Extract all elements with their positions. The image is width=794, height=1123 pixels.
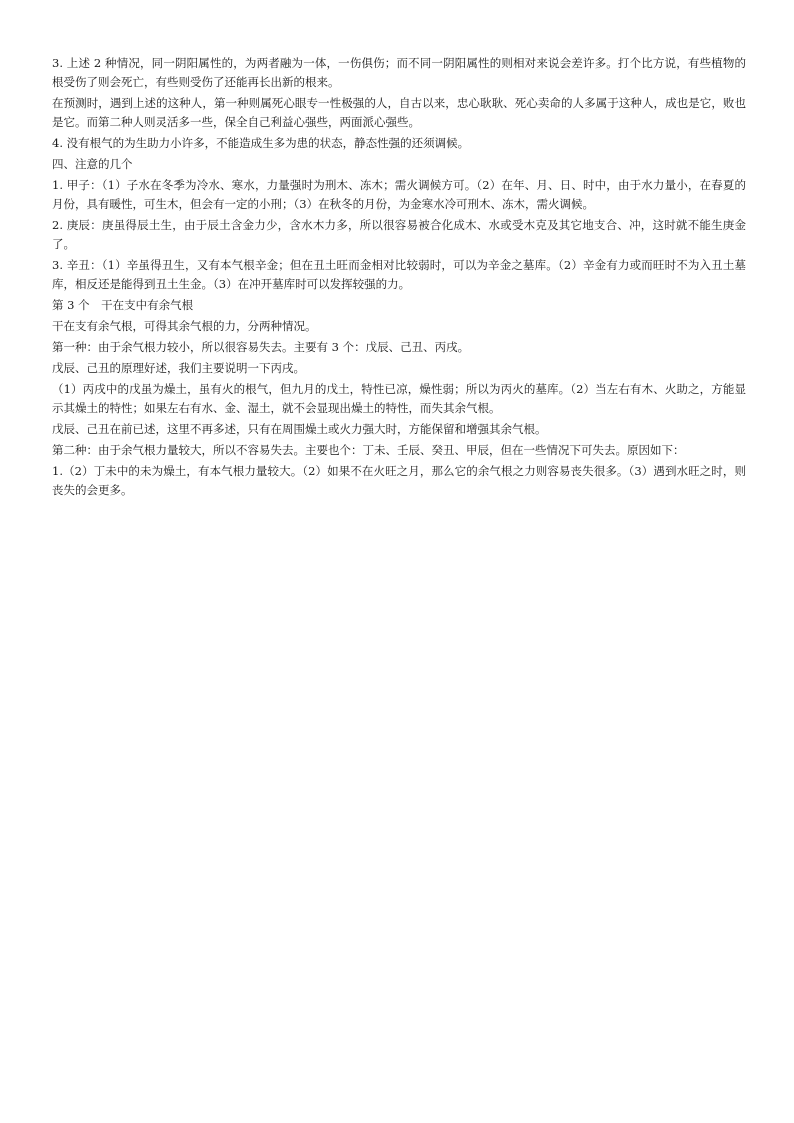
document-page [52, 54, 746, 502]
paragraph-13: 戊辰、己丑在前已述，这里不再多述，只有在周围燥土或火力强大时，方能保留和增强其余气根。 [52, 422, 547, 436]
paragraph-3: 4. 没有根气的为生助力小许多，不能造成生多为患的状态，静态性强的还须调候。 [52, 136, 470, 150]
paragraph-10: 第一种：由于余气根力较小，所以很容易失去。主要有 3 个：戊辰、己丑、丙戌。 [52, 340, 470, 354]
section-heading-3: 第 3 个 干在支中有余气根 [52, 298, 194, 312]
paragraph-2: 在预测时，遇到上述的这种人，第一种则属死心眼专一性极强的人，自古以来，忠心耿耿、死心卖命的人多属于这种人，成也是它，败也是它。而第二种人则灵活多一些，保全自己利益心强些，两面派心强些。 [52, 96, 746, 129]
paragraph-1: 3. 上述 2 种情况，同一阴阳属性的，为两者融为一体，一伤俱伤；而不同一阴阳属性的则相对来说会差许多。打个比方说，有些植物的根受伤了则会死亡，有些则受伤了还能再长出新的根来。 [52, 56, 746, 89]
paragraph-9: 干在支有余气根，可得其余气根的力，分两种情况。 [52, 319, 317, 333]
paragraph-15: 1.（2）丁未中的未为燥土，有本气根力量较大。（2）如果不在火旺之月，那么它的余气根之力则容易丧失很多。（3）遇到水旺之时，则丧失的会更多。 [52, 464, 746, 497]
section-heading-4: 四、注意的几个 [52, 157, 133, 171]
paragraph-7: 3. 辛丑：（1）辛虽得丑生，又有本气根辛金；但在丑土旺而金相对比较弱时，可以为辛金之墓库。（2）辛金有力或而旺时不为入丑土墓库，相反还是能得到丑土生金。（3）在冲开墓库时可以发挥较强的力。 [52, 258, 746, 291]
paragraph-14: 第二种：由于余气根力量较大，所以不容易失去。主要也个：丁未、壬辰、癸丑、甲辰，但在一些情况下可失去。原因如下： [52, 443, 685, 457]
paragraph-6: 2. 庚辰：庚虽得辰土生，由于辰土含金力少，含水木力多，所以很容易被合化成木、水或受木克及其它地支合、冲，这时就不能生庚金了。 [52, 218, 746, 251]
paragraph-11: 戊辰、己丑的原理好述，我们主要说明一下丙戌。 [52, 361, 305, 375]
paragraph-5: 1. 甲子：（1）子水在冬季为冷水、寒水，力量强时为刑木、冻木；需火调候方可。（2）在年、月、日、时中，由于水力量小，在春夏的月份，具有暖性，可生木，但会有一定的小刑；（3）在秋冬的月份，为金寒水冷可刑木、冻木，需火调候。 [52, 178, 746, 211]
paragraph-12: （1）丙戌中的戊虽为燥土，虽有火的根气，但九月的戊土，特性已凉，燥性弱；所以为丙火的墓库。（2）当左右有木、火助之，方能显示其燥土的特性；如果左右有水、金、湿土，就不会显现出燥土的特性，而失其余气根。 [52, 382, 746, 415]
